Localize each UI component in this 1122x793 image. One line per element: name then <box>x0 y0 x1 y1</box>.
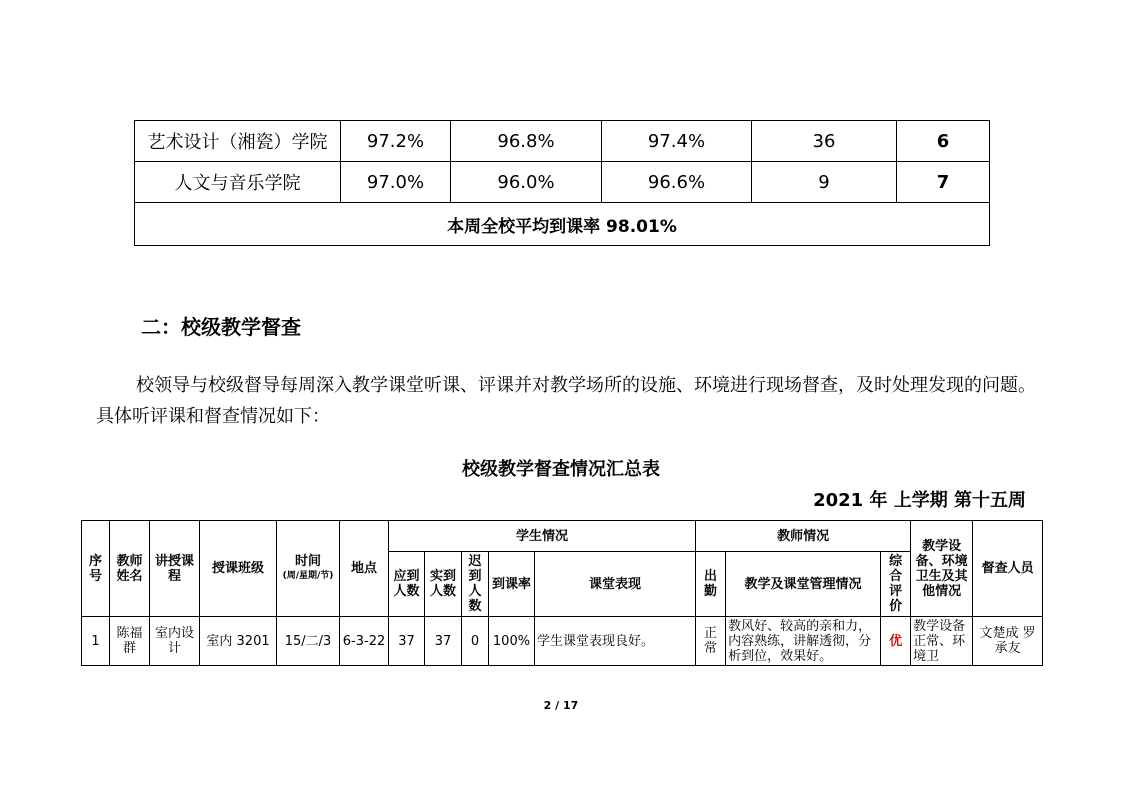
cell-should: 37 <box>389 617 425 666</box>
header-teaching: 教学及课堂管理情况 <box>726 552 881 617</box>
attendance-table <box>134 120 990 246</box>
header-time <box>277 521 340 617</box>
table-row <box>82 617 1043 666</box>
header-performance: 课堂表现 <box>535 552 696 617</box>
header-row <box>82 521 1043 552</box>
rate-cell: 97.0% <box>341 162 451 203</box>
week-line: 2021 年 上学期 第十五周 <box>813 490 1026 511</box>
college-name: 艺术设计（湘瓷）学院 <box>135 121 341 162</box>
header-time-sub: (周/星期/节) <box>282 570 334 581</box>
header-should: 应到人数 <box>389 552 425 617</box>
rank-cell: 7 <box>897 162 990 203</box>
rank-cell: 6 <box>897 121 990 162</box>
rate-cell: 96.8% <box>451 121 602 162</box>
table-row <box>135 162 990 203</box>
cell-class: 室内 3201 <box>200 617 277 666</box>
header-course: 讲授课程 <box>150 521 200 617</box>
section-heading: 二：校级教学督查 <box>141 315 301 339</box>
header-time-label: 时间 <box>294 553 321 569</box>
cell-place: 6-3-22 <box>340 617 389 666</box>
rate-cell: 96.6% <box>602 162 752 203</box>
cell-attendance: 正常 <box>696 617 726 666</box>
cell-overall-rating: 优 <box>881 617 911 666</box>
cell-teacher: 陈福群 <box>110 617 150 666</box>
cell-course: 室内设计 <box>150 617 200 666</box>
cell-teaching: 教风好、较高的亲和力，内容熟练，讲解透彻，分析到位，效果好。 <box>726 617 881 666</box>
cell-seq: 1 <box>82 617 110 666</box>
header-class: 授课班级 <box>200 521 277 617</box>
header-rate: 到课率 <box>489 552 535 617</box>
cell-performance: 学生课堂表现良好。 <box>535 617 696 666</box>
header-teacher: 教师姓名 <box>110 521 150 617</box>
count-cell: 36 <box>752 121 897 162</box>
header-seq: 序号 <box>82 521 110 617</box>
cell-time: 15/二/3 <box>277 617 340 666</box>
college-name: 人文与音乐学院 <box>135 162 341 203</box>
rate-cell: 97.2% <box>341 121 451 162</box>
cell-inspectors: 文楚成 罗承友 <box>973 617 1043 666</box>
table-row <box>135 121 990 162</box>
rate-cell: 97.4% <box>602 121 752 162</box>
header-actual: 实到人数 <box>425 552 462 617</box>
table-row <box>135 203 990 246</box>
cell-rate: 100% <box>489 617 535 666</box>
page-number: 2 / 17 <box>543 699 579 712</box>
table-title: 校级教学督查情况汇总表 <box>462 459 660 480</box>
average-attendance: 本周全校平均到课率 98.01% <box>135 203 990 246</box>
header-place: 地点 <box>340 521 389 617</box>
header-student-group: 学生情况 <box>389 521 696 552</box>
section-paragraph: 校领导与校级督导每周深入教学课堂听课、评课并对教学场所的设施、环境进行现场督查，及时处理发现的问题。具体听评课和督查情况如下： <box>96 375 1036 427</box>
header-teacher-group: 教师情况 <box>696 521 911 552</box>
header-inspectors: 督查人员 <box>973 521 1043 617</box>
header-late: 迟到人数 <box>462 552 489 617</box>
header-overall: 综合评价 <box>881 552 911 617</box>
inspection-table <box>81 520 1043 666</box>
cell-actual: 37 <box>425 617 462 666</box>
header-attendance: 出勤 <box>696 552 726 617</box>
header-facilities: 教学设备、环境卫生及其他情况 <box>911 521 973 617</box>
rate-cell: 96.0% <box>451 162 602 203</box>
cell-facilities: 教学设备正常、环境卫 <box>911 617 973 666</box>
cell-late: 0 <box>462 617 489 666</box>
count-cell: 9 <box>752 162 897 203</box>
